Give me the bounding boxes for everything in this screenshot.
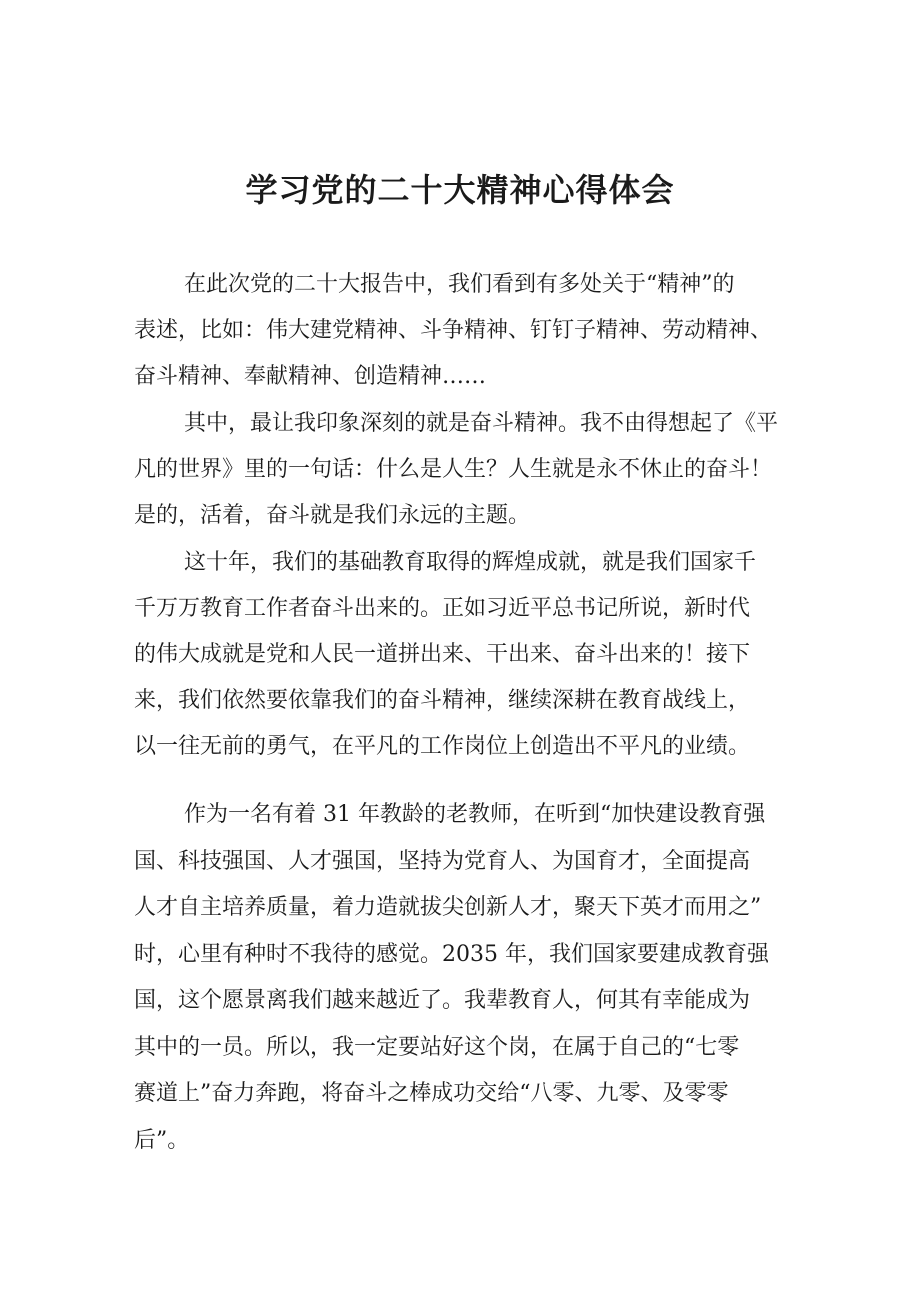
paragraph-line: 国，这个愿景离我们越来越近了。我辈教育人，何其有幸能成为 — [134, 988, 751, 1013]
paragraph-line: 以一往无前的勇气，在平凡的工作岗位上创造出不平凡的业绩。 — [134, 734, 751, 759]
paragraph-line: 赛道上”奋力奔跑，将奋斗之棒成功交给“八零、九零、及零零 — [134, 1081, 729, 1106]
paragraph-line: 表述，比如：伟大建党精神、斗争精神、钉钉子精神、劳动精神、 — [134, 318, 773, 343]
paragraph-line: 在此次党的二十大报告中，我们看到有多处关于“精神”的 — [184, 272, 735, 297]
document-title: 学习党的二十大精神心得体会 — [245, 171, 675, 209]
paragraph-line: 国、科技强国、人才强国，坚持为党育人、为国育才，全面提高 — [134, 849, 751, 874]
paragraph-line: 是的，活着，奋斗就是我们永远的主题。 — [134, 503, 531, 528]
paragraph-line: 其中，最让我印象深刻的就是奋斗精神。我不由得想起了《平 — [184, 411, 779, 436]
paragraph-line: 千万万教育工作者奋斗出来的。正如习近平总书记所说，新时代 — [134, 596, 751, 621]
paragraph-line: 其中的一员。所以，我一定要站好这个岗，在属于自己的“七零 — [134, 1035, 740, 1060]
paragraph-line: 凡的世界》里的一句话：什么是人生？人生就是永不休止的奋斗！ — [134, 457, 773, 482]
paragraph-line: 人才自主培养质量，着力造就拔尖创新人才，聚天下英才而用之” — [134, 895, 762, 920]
paragraph-line: 作为一名有着 31 年教龄的老教师，在听到“加快建设教育强 — [184, 802, 766, 827]
paragraph-line: 来，我们依然要依靠我们的奋斗精神，继续深耕在教育战线上， — [134, 688, 751, 713]
paragraph-line: 后”。 — [134, 1128, 190, 1153]
paragraph-line: 时，心里有种时不我待的感觉。2035 年，我们国家要建成教育强 — [134, 942, 769, 967]
paragraph-line: 的伟大成就是党和人民一道拼出来、干出来、奋斗出来的！接下 — [134, 642, 751, 667]
paragraph-line: 奋斗精神、奉献精神、创造精神…… — [134, 364, 487, 389]
paragraph-line: 这十年，我们的基础教育取得的辉煌成就，就是我们国家千 — [184, 550, 757, 575]
